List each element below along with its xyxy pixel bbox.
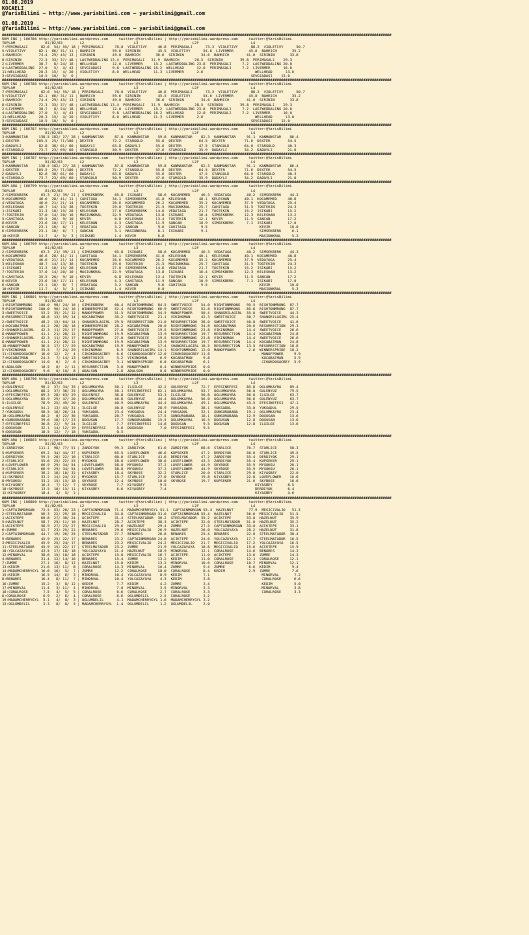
horse-row: 1:DEXTER 105.5 25/ 71/100 | DEXTER 72.2 STARGOLD 55.8 DEXTER 64.5 DEXTER 71.6 DEXTER 54.5 [2,139,297,144]
race-sections [2,33,527,606]
horse-row: 4:KOCABATMAN 44.2 28/ 28/ 16 | WINNERSPRIDE 28.2 KOCABATMAN 20.0 RIGHTONMRONG 34.8 KOCABATMAN 20.6 RESURRECTION 29.3 [2,323,299,328]
horse-row: 7:EFESINEFESI 36.8 22/ 9/ 24 | ILGILGE 7.7 EFESINEFESI 14.8 DOGUSAN 9.5 DOGUSAN 12.8 ILGILGE 13.6 [2,421,299,426]
horse-row: 6:ZUMRE 52.7 23/ 25/ 22 | BENARES 29.6 MEGICIVALIO 26.9 HAZELNUT 26.0 YOLCAZAYAYA 28.2 HAZELNUT 31.8 [2,528,299,533]
horse-row: 6:SIMSEKBERK 23.1 10/ 6/ 7 | SANCAN 3.1 MASIUNKRAL 8.1 ISIKABI 9.1 SIMSEKBERK 6.1 [2,229,299,234]
race-section [2,33,527,78]
horse-row: 3:KELESHAN 40.7 14/ 13/ 38 | TOGTEKIN 29.0 TOGTEKIN 21.5 MASIUNKRAL 25.7 CAHITAGA 31.5 TOGTEKIN 24.3 [2,204,297,209]
horse-row: 2:EFESINEFESI 89.3 28/ 63/ 29 | GULENYUZ 36.8 GULENYUZ 53.3 ILGILGE 50.8 OGLUMKAYRA 56.0 ILGILGE 63.7 [2,393,299,398]
horse-row: 10:KEVIR 11.7 4/ 5/ 3 | ISIKABI 1.4 KEVIR 6.0 MASIUNKRAL 5.3 [2,233,299,238]
horse-row: 17:MINORVAL 11.4 3/ 11/ 4 | MINORVAL 7.0 MINORVAL 3.5 MINORVAL 3.3 MINORVAL 3.8 [2,585,301,590]
horse-row: 11:SKYBOSE 33.2 14/ 24/ 22 | MYGOKSU 15.7 STARLICE 27.0 SKYBOSE 19.8 KIYASBEY 22.8 LOVEFLOWER 16.6 [2,475,299,480]
section-title: KUM ING | 166787 http://yarisbilimi.wordpress.com twitter:@YarisBilimi | http://yarisbilimi.wordpress.com twitter:@YarisBilimi [2,155,292,160]
horse-row: 3:KANMANSTAR 138.5 182/ 27/ 28 | KANMANSTAR 87.8 KANMANSTAR 59.8 KANMANSTAR 82.3 KANMANSTAR 91.1 KANMANSTAR 86.4 [2,163,299,168]
horse-row: 8:MYGOKSU 33.2 15/ 15/ 18 | SKYBOSE 12.4 SKYBOSE 10.0 SKYBOSE 19.7 KUPSEKER 21.6 SKYBOSE 16.6 [2,479,299,484]
horse-row: 5:VIOLETIVY 82.1 66/ 31/ 11 | BAHRICH 59.6 SIRININ 45.5 VIOLETIVY 54.6 LIVERMER 45.0 BAHRICH 35.2 [2,49,301,54]
section-divider: #################################################################################################################################################################################### [2,290,392,295]
section-column-header: TOPLAM 81/82/83 L2 L3 L2F L4 [2,131,256,136]
horse-row: 3:ACIKTEPE 58.9 27/ 23/ 27 | MEGICIVALIO 29.6 HAZELNUT 29.4 ZUMRE 27.5 CAPTAINMORGAN 33.0 ACIKTEPE 33.1 [2,524,299,529]
race-section [2,152,527,181]
section-title: KUM ING | 166786 http://yarisbilimi.wordpress.com twitter:@YarisBilimi | http://yarisbilimi.wordpress.com twitter:@YarisBilimi [2,37,292,42]
horse-row: 6:SANCAN 23.1 10/ 8/ 7 | VEDATAGA 3.2 SANCAN 9.6 CAHITAGA 9.5 KEVIR 10.0 [2,282,299,287]
horse-row: 7:PERIMASALI 82.6 54/ 55/ 18 | PERIMASALI 78.0 VIOLETIVY 46.8 PERIMASALI 73.3 VIOLETIVY 88.3 VIOLETIVY 50.7 [2,90,305,95]
section-column-header: TOPLAM 81/82/83 L2 L3 L2F L4 [2,245,256,250]
horse-row: 8:CORALROSE 6.9 2/ 6/ 4 | CORALROSE 6.6 OGLUMDELIL 2.5 CORALROSE 3.2 [2,593,210,598]
header-date-repeat: 01.08.2019 [2,20,34,27]
horse-row: 3:SEVGIADASI 10.5 10/ 5/ 0 | SEVGIADASI 13.0 [2,73,290,78]
section-column-header: TOPLAM 81/82/83 L2 L3 L2F L4 [2,86,256,91]
horse-row: 7:KOCABATMAN 24.3 7/ 14/ 13 | SWEETVOICE 5.2 VIKINGMAN 6.9 KOCABATMAN 9.8 KOCABATMAN 5.9 [2,356,301,361]
header-date: 01.08.2019 [2,0,34,6]
horse-row: 6:STARGOLD 73.7 23/ 69/ 60 | STARGOLD 50.9 DEXTER 47.6 STARGOLD 35.9 DADAYLI 34.2 DADAYLI 21.0 [2,147,297,152]
section-title: KUM ARA | 166799 http://yarisbilimi.wordpress.com twitter:@YarisBilimi | http://yarisbilimi.wordpress.com twitter:@YarisBilimi [2,241,292,246]
section-title: KUM ING | 166801 http://yarisbilimi.wordpress.com twitter:@YarisBilimi | http://yarisbilimi.wordpress.com twitter:@YarisBilimi [2,294,292,299]
section-column-header: TOPLAM 81/82/83 L2 L3 L2F L4 [2,41,256,46]
horse-row: 11:WELLHEAD 20.3 15/ 4/ 20 | VIOLETIVY 8.0 WELLHEAD 11.3 LIVERMER 2.6 WELLHEAD 13.0 [2,114,295,119]
section-divider: #################################################################################################################################################################################### [2,123,392,128]
horse-row: 4:BENARES 31.4 12/ 14/ 16 | BENARES 15.4 ZUMRE 13.2 KEDIM 11.0 CORALROSE 12.1 CORALROSE 12.1 [2,556,299,561]
horse-row: 3:KANMANSTAR 138.5 182/ 27/ 28 | KANMANSTAR 87.8 KANMANSTAR 59.8 KANMANSTAR 82.3 KANMANSTAR 91.1 KANMANSTAR 86.4 [2,135,299,140]
horse-row: 3:SWEETVOICE 53.2 35/ 21/ 12 | MANOFPOWER 51.5 RIGHTONMRONG 54.5 MANOFPOWER 50.4 SHANGRILAGIRL 55.0 SWEETVOICE 44.3 [2,311,299,316]
section-title: KUM ING | 166787 http://yarisbilimi.wordpress.com twitter:@YarisBilimi | http://yarisbilimi.wordpress.com twitter:@YarisBilimi [2,127,292,132]
horse-row: 5:ILGILGE 78.9 25/ 49/ 20 | GULENYUZ 40.9 OGLUMKAYRA 44.4 OGLUMKAYRA 49.1 OGLUMKAYRA 43.5 EFESINEFESI 47.1 [2,401,299,406]
horse-row: 12:CIKOKDOGACBEY 14.0 6/ 2/ 6 | CIKOKDOGACBEY 3.1 WINNERSPRIDE 6.0 KOCABATMAN 6.1 CIKOKDOGACBEY 5.9 [2,360,301,365]
horse-row: 16:ZUMRE 15.2 3/ 8/ 12 | KEDIM 7.7 KEDIM 4.2 ZUMRE 3.4 KEDIM 5.0 [2,581,301,586]
section-column-header: TOPLAM 81/82/83 L2 L3 L2F L4 [2,299,256,304]
header-credit-repeat: @YarisBilimi — http://www.yarisbilimi.com — yarisbilimi@gmail.com [2,26,206,33]
horse-row: 8:MANOFPOWER 41.1 21/ 28/ 12 | RIGHTONMRONG 19.9 KOCABATMAN 13.9 RESURRECTION 19.7 RESURRECTION 14.4 KOCABATMAN 24.8 [2,340,299,344]
section-title: KUM ARA | 166799 http://yarisbilimi.wordpress.com twitter:@YarisBilimi | http://yarisbilimi.wordpress.com twitter:@YarisBilimi [2,184,292,189]
horse-row: 6:GUNGURABABA 39.6 18/ 17/ 23 | DOGUSAN 17.7 GUNGURABABA 15.5 OGLUMKAYRA 16.5 DOGUSAN 12.8 DOGUSAN 13.6 [2,417,299,422]
horse-row: 7:TOGTEKIN 37.0 14/ 20/ 10 | MASIUNKRAL 22.9 VEDATAGA 13.8 ISIKABI 16.4 SIMSEKBERK 12.3 KELESHAN 13.2 [2,213,297,218]
section-column-header: TOPLAM 81/82/83 L2 L3 L2F L4 [2,188,256,193]
section-title: KUM ARA | 166796 http://yarisbilimi.wordpress.com twitter:@YarisBilimi | http://yarisbilimi.wordpress.com twitter:@YarisBilimi [2,376,292,381]
horse-row: 7:ZUMRE 27.1 16/ 8/ 12 | HAZELNUT 15.0 KEDIM 13.2 MINORVAL 10.6 CORALROSE 10.7 MINORVAL 12.1 [2,561,299,566]
horse-row: 2:SHANGRILAGIRL 42.3 11/ 25/ 17 | MANOFPOWER 27.0 SWEETVOICE 19.5 RIGHTONMRONG 23.8 VIKINGMAN 14.4 SWEETVOICE 26.6 [2,335,299,340]
horse-row: 3:MEGICIVALIO 45.9 25/ 24/ 17 | BENARES 23.2 MEGICIVALIO 24.2 MEGICIVALIO 21.7 MEGICIVALIO 17.2 YOLCAZAYAYA 16.5 [2,540,299,545]
horse-row: 4:GULENYUZ 54.2 13/ 43/ 31 | ILGILGE 40.0 GULENYUZ 28.9 YUKSADUL 38.1 YUKSADUL 33.0 YUKSADUL 29.5 [2,405,299,410]
horse-row: 2:SIMSEKBERK 63.3 21/ 39/ 21 | SIMSEKBERK 65.8 ISIKABI 58.6 KOCAMEMED 46.3 VEDATAGA 40.2 SIMSEKBERK 44.3 [2,249,299,254]
horse-row: 2:DADAYLI 82.8 38/ 61/ 60 | DADAYLI 63.8 DADAYLI 55.6 DEXTER 47.5 STARGOLD 64.0 STARGOLD 40.3 [2,172,297,177]
horse-row: 5:VIOLETIVY 82.1 66/ 31/ 11 | BAHRICH 59.6 SIRININ 45.5 VIOLETIVY 54.6 LIVERMER 45.0 BAHRICH 35.2 [2,94,301,99]
horse-row: 5:VIKINGMAN 35.5 7/ 24/ 29 | VIKINGMAN 6.9 SHANGRILAGIRL 14.1 RIGHTONMRONG 12.0 MANOFPOWER 2.6 WINNERSPRIDE 18.2 [2,348,299,353]
horse-row: 8:KEVIR 23.6 10/ 17/ 11 | KELESHAN 4.3 CAHITAGA 11.9 SANCAN 10.9 SIMSEKBERK 7.1 ISIKABI 17.0 [2,278,297,283]
horse-row: 9:RIGHTONMRONG 100.0 90/ 24/ 16 | WINNERSPRIDE 52.4 RIGHTONMRONG 66.9 SWEETVOICE 52.8 RIGHTONMRONG 85.8 RIGHTONMRONG 87.7 [2,307,299,312]
horse-row: 6:SANCAN 23.1 10/ 8/ 7 | VEDATAGA 3.2 SANCAN 9.6 CAHITAGA 9.5 KEVIR 10.0 [2,225,299,230]
horse-row: 12:KIYASBEY 10.4 4/ 5/ 2 | KIYASBEY 4.6 [2,491,295,496]
section-divider: #################################################################################################################################################################################### [2,434,392,439]
horse-row: 1:BAHRICH 74.4 29/ 45/ 13 | SIRININ 49.0 BAHRICH 36.6 SIRININ 34.6 BAHRICH 41.0 SIRININ 33.8 [2,53,299,58]
horse-row: 9:BENARES 45.9 25/ 22/ 17 | BENARES 23.2 CAPTAINMORGAN 24.8 ACIKTEPE 24.6 YOLCAZAYAYA 17.7 STEELMATADOR 16.5 [2,536,299,541]
header-credit: @YarisBilimi — http://www.yarisbilimi.com — yarisbilimi@gmail.com [2,11,206,18]
horse-row: 2:LIVERMER 30.7 8/ 24/ 18 | WELLHEAD 12.0 LIVERMER 15.2 LASTWEDDALING 23.8 PERIMASALI 7.2 LASTWEDDALING 20.0 [2,61,292,66]
horse-row: 11:WELLHEAD 20.3 15/ 4/ 20 | VIOLETIVY 8.0 WELLHEAD 11.3 LIVERMER 2.6 WELLHEAD 13.0 [2,69,295,74]
section-title: KUM ING | 166800 http://yarisbilimi.wordpress.com twitter:@YarisBilimi | http://yarisbilimi.wordpress.com twitter:@YarisBilimi [2,499,292,504]
horse-row: 9:KOCAMEMED 46.6 28/ 41/ 11 | CAHITAGA 34.1 SIMSEKBERK 41.0 KELESHAN 40.1 KELESHAN 40.1 KOCAMEMED 40.8 [2,254,297,259]
horse-row: 3:OGLUMKAYRA 85.9 29/ 47/ 20 | OGLUMKAYRA 46.0 GULENYUZ 44.4 OGLUMKAYRA 56.0 OGLUMKAYRA 56.6 GULENYUZ 63.7 [2,397,299,402]
horse-row: 1:DEXTER 105.5 25/ 71/100 | DEXTER 72.2 STARGOLD 55.8 DEXTER 64.5 DEXTER 71.6 DEXTER 54.5 [2,168,297,173]
horse-row: 2:DADAYLI 82.8 38/ 61/ 60 | DADAYLI 63.8 DADAYLI 55.6 DEXTER 47.5 STARGOLD 64.0 STARGOLD 40.3 [2,143,297,148]
horse-row: 1:ISIKABI 31.3 10/ 15/ 28 | KELESHAN 27.0 SIMSEKBERK 14.6 VEDATAGA 21.7 TOGTEKIN 15.2 ISIKABI 15.2 [2,209,297,213]
horse-row: 1:CAPTAINMORGAN 73.5 53/ 20/ 23 | CAPTAINMORGAN 71.4 MADAMCHERRYGYL 51.1 CAPTAINMORGAN 55.4 HAZELNUT 77.9 MEGICIVALIO 51.5 [2,507,301,512]
horse-row: 9:KOCAMEMED 46.6 28/ 41/ 11 | CAHITAGA 34.1 SIMSEKBERK 41.0 KELESHAN 40.1 KELESHAN 40.1 KOCAMEMED 40.8 [2,196,297,201]
horse-row: 11:CIKOKDOGACBEY 16.0 12/ 2/ 4 | CIKOKDOGACBEY 6.6 CIKOKDOGACBEY 12.0 CIKOKDOGACBEY 11.8 MANOFPOWER 9.9 [2,352,301,357]
horse-row: 18:CORALROSE 7.5 4/ 5/ 5 | CORALROSE 6.6 CORALROSE 2.7 CORALROSE 3.3 CORALROSE 3.3 [2,589,301,594]
horse-row: 10:OGLUMKAYRA 40.2 0/ 22/ 36 | YUKSADUL 20.7 YUKSADUL 17.5 GUNGURABABA 18.1 GUNGURABABA 12.9 DOGUSAN 13.6 [2,413,299,418]
horse-row: 2:SWEETVOICE 48.2 15/ 64/ 14 | SHANGRILAGIRL 29.5 RESURRECTION 21.0 RESURRECTION 38.0 SWEETVOICE 40.0 SWEETVOICE 41.6 [2,319,299,324]
horse-row: 4:KUPSEKER 38.2 18/ 10/ 32 | KIYASBEY 18.4 SKYBOSE 32.2 STARLICE 20.0 STARLICE 29.0 KIYASBEY 22.0 [2,471,299,475]
horse-row: 8:SIRININ 72.3 33/ 37/ 48 | LASTWEDDALING 13.4 PERIMASALI 31.9 BAHRICH 28.5 SIRININ 39.8 PERIMASALI 29.3 [2,102,292,107]
horse-row: 10:SKYBOSE 13.5 10/ 15/ 11 | KIYASBEY 6.6 KIYASBEY 7.4 DERDIYOK 6.4 [2,487,295,492]
horse-row: 7:TOGTEKIN 37.0 14/ 20/ 10 | MASIUNKRAL 22.9 VEDATAGA 13.8 ISIKABI 16.4 SIMSEKBERK 12.3 KELESHAN 13.2 [2,270,297,275]
race-section [2,434,527,495]
horse-row: 10:KEVIR 11.7 4/ 5/ 3 | ISIKABI 1.4 KEVIR 6.0 MASIUNKRAL 5.3 [2,286,299,291]
section-divider: #################################################################################################################################################################################### [2,372,392,377]
horse-row: 6:STARGOLD 73.7 23/ 69/ 60 | STARGOLD 50.9 DEXTER 47.6 STARGOLD 35.9 DADAYLI 34.2 DADAYLI 21.0 [2,176,297,181]
horse-row: 6:LOVEFLOWER 66.9 29/ 34/ 54 | LOVEFLOWER 58.0 MYGOKSU 37.2 LOVEFLOWER 44.9 SKYBOSE 55.9 MYGOKSU 26.1 [2,462,299,467]
horse-row: 1:BAHRICH 74.4 29/ 45/ 13 | SIRININ 49.0 BAHRICH 36.6 SIRININ 34.6 BAHRICH 41.0 SIRININ 33.8 [2,98,299,103]
horse-row: 6:RESURRECTION 48.8 13/ 59/ 14 | KOCABATMAN 35.2 SWEETVOICE 21.1 VIKINGMAN 42.3 SWEETVOICE 50.7 SHANGRILAGIRL 25.4 [2,315,299,320]
header-city: KOCAELI [2,5,24,12]
horse-row: 15:KEDIM 16.5 14/ 6/ 3 | MINORVAL 10.4 YOLCAZAYAYA 8.9 KEDIM 7.1 MINORVAL 7.2 [2,573,301,578]
horse-row: 7:PERIMASALI 82.6 54/ 55/ 18 | PERIMASALI 78.0 VIOLETIVY 46.8 PERIMASALI 73.3 VIOLETIVY 88.3 VIOLETIVY 50.7 [2,45,305,50]
horse-row: 8:MANOFPOWER 41.1 21/ 28/ 12 | RIGHTONMRONG 19.9 KOCABATMAN 13.9 RESURRECTION 19.7 RESURRECTION 14.4 KOCABATMAN 24.8 [2,331,299,336]
horse-row: 19:MADAMCHERRYGYL 5.1 4/ 0/ 3 | OGLUMDELIL 4.1 MADAMCHERRYGYL 1.6 MADAMCHERRYGYL 3.2 [2,597,210,602]
horse-row: 10:YOLCAZAYAYA 43.5 17/ 18/ 18 | YOLCAZAYAYA 21.4 HAZELNUT 18.9 MINORVAL 12.1 CORALROSE 14.6 BENARES 14.3 [2,548,299,553]
horse-row: 5:HAZELNUT 58.7 25/ 11/ 16 | HAZELNUT 28.7 ACIKTEPE 30.3 ACIKTEPE 32.0 STEELMATADOR 51.0 HAZELNUT 35.2 [2,520,299,525]
race-section [2,180,527,237]
race-section [2,496,527,607]
section-divider: #################################################################################################################################################################################### [2,151,392,156]
section-divider: #################################################################################################################################################################################### [2,180,392,185]
horse-row: 2:SIMSEKBERK 63.3 21/ 39/ 21 | SIMSEKBERK 65.8 ISIKABI 58.6 KOCAMEMED 46.3 VEDATAGA 40.2 SIMSEKBERK 44.3 [2,192,299,197]
section-column-header: TOPLAM 81/82/83 L2 L3 L2F L4 [2,442,256,447]
horse-row: 1:OGLUMKAYRA 88.2 37/ 36/ 25 | OGLUMKAYRA 50.1 EFESINEFESI 62.1 OGLUMKAYRA 55.7 OGLUMKAYRA 56.0 GULENYUZ 79.5 [2,389,299,394]
horse-row: 13:KEDIM 21.6 13/ 11/ 8 | CORALROSE 14.3 MINORVAL 10.4 ZUMRE 9.4 ZUMRE 6.6 KEDIM 9.4 [2,565,299,570]
horse-row: 5:CAHITAGA 35.5 20/ 9/ 10 | KEVIR 6.8 KELESHAN 13.4 TOGTEKIN 12.1 KEVIR 11.5 SANCAN 17.2 [2,217,297,222]
horse-row: 4:LASTWEDDALING 27.0 5/ 4/ 43 | SEVGIADASI 9.8 LASTWEDDALING 16.2 WELLHEAD 12.0 PERIMASALI 7.2 LIVERMER 16.0 [2,110,292,115]
section-title: KUM ING | 166786 http://yarisbilimi.wordpress.com twitter:@YarisBilimi | http://yarisbilimi.wordpress.com twitter:@YarisBilimi [2,82,292,87]
section-column-header: TOPLAM 81/82/83 L2 L3 L2F L4 [2,380,256,385]
horse-row: 3:STARLICE 66.9 29/ 34/ 54 | LOVEFLOWER 58.0 MYGOKSU 37.2 LOVEFLOWER 44.9 SKYBOSE 55.9 MYGOKSU 26.1 [2,466,299,471]
horse-row: 8:KEVIR 23.6 10/ 17/ 11 | KELESHAN 4.3 CAHITAGA 11.9 SANCAN 10.9 SIMSEKBERK 7.1 ISIKABI 17.0 [2,221,297,226]
section-column-header: TOPLAM 81/82/83 L2 L3 L2F L4 [2,159,256,164]
section-column-header: TOPLAM 81/82/83 L2 L3 L2F L4 [2,503,256,508]
horse-row: 10:MANOFPOWER 36.5 17/ 17/ 29 | KOCABATMAN 19.9 MANOFPOWER 17.4 SHANGRILAGIRL 18.5 RESURRECTION 13.5 RESURRECTION 18.8 [2,344,299,349]
horse-row: 12:MINORVAL 38.6 15/ 10/ 18 | ACIKTEPE 15.0 MEGICIVALIO 16.7 ACIKTEPE 11.0 ACIKTEPE 13.6 ZUMRE 14.3 [2,552,299,557]
horse-row: 9:DOGUSAN 18.5 12/ 7/ 18 | YUKSADUL 0.5 [2,430,124,435]
horse-row: 13:OGLUMDELIL 3.3 0/ 0/ 5 | MADAMCHERRYGYL 1.4 OGLUMDELIL 1.2 OGLUMDELIL 3.0 [2,602,210,606]
horse-row: 1:DERDIYOK 59.5 20/ 22/ 16 | STARLICE 60.0 STARLICE 41.6 DERDIYOK 47.2 ZARDIYOK 55.4 DERDIYOK 29.1 [2,454,299,459]
horse-row: 2:STARLICE 55.6 25/ 22/ 25 | MYGOKSU 58.0 LOVEFLOWER 38.6 LOVEFLOWER 43.3 ZARDIYOK 55.4 KUPSEKER 29.1 [2,458,299,463]
horse-row: 8:SIRININ 72.3 33/ 37/ 48 | LASTWEDDALING 13.4 PERIMASALI 31.9 BAHRICH 28.5 SIRININ 39.8 PERIMASALI 29.3 [2,57,292,62]
horse-row: 4:LASTWEDDALING 27.0 5/ 4/ 43 | SEVGIADASI 9.8 LASTWEDDALING 16.2 WELLHEAD 12.0 PERIMASALI 7.2 LIVERMER 16.0 [2,65,292,70]
horse-row: 5:KUPSEKER 69.2 34/ 44/ 37 | KUPSEKER 65.5 LOVEFLOWER 46.6 KUPSEKER 47.2 DERDIYOK 56.0 STARLICE 49.5 [2,450,299,455]
horse-row: 2:SHANGRILAGIRL 42.3 11/ 25/ 17 | MANOFPOWER 27.0 SWEETVOICE 19.5 RIGHTONMRONG 23.8 VIKINGMAN 14.4 SWEETVOICE 26.6 [2,327,299,332]
horse-row: 1:ISIKABI 31.3 10/ 15/ 28 | KELESHAN 27.0 SIMSEKBERK 14.6 VEDATAGA 21.7 TOGTEKIN 15.2 ISIKABI 15.2 [2,266,297,271]
horse-row: 2:STEELMATADOR 56.3 22/ 29/ 18 | MEGICIVALIO 34.0 CAPTAINMORGAN 31.0 CAPTAINMORGAN 55.4 HAZELNUT 56.6 MEGICIVALIO 51.5 [2,511,299,516]
horse-row: 5:CAHITAGA 35.5 20/ 9/ 10 | KEVIR 6.8 KELESHAN 13.4 TOGTEKIN 12.1 KEVIR 11.5 SANCAN 17.2 [2,274,297,279]
horse-row: 14:MADAMCHERRYGYL 16.6 16/ 5/ 7 | ZUMRE 12.2 CORALROSE 10.0 CORALROSE 8.4 KEDIM 2.9 ZUMRE 7.6 [2,569,299,574]
horse-row: 1:RIGHTONMRONG 100.0 90/ 24/ 16 | SIMSEKBERK 60.4 RIGHTONMRONG 84.5 SWEETVOICE 54.0 RIGHTONMRONG 95.5 RIGHTONMRONG 87.7 [2,303,299,308]
horse-row: 4:VEDATAGA 46.6 21/ 21/ 14 | KOCAMEMED 26.6 KOCAMEMED 26.2 KOCAMEMED 35.2 KOCAMEMED 37.9 VEDATAGA 25.4 [2,258,297,263]
horse-row: 3:ZARDIYOK 111.1 98/ 77/ 51 | ZARDIYOK 99.3 ZARDIYOK 61.6 ZARDIYOK 68.6 STARLICE 76.7 STARLICE 50.3 [2,446,299,451]
horse-row: 3:SEVGIADASI 10.5 10/ 5/ 0 | SEVGIADASI 13.0 [2,118,290,123]
horse-row: 11:STEELMATADOR 45.9 15/ 22/ 17 | STEELMATADOR 23.2 ZUMRE 21.9 YOLCAZAYAYA 18.8 MEGICIVALIO 15.6 ACIKTEPE 15.9 [2,544,299,549]
horse-row: 9:KIYASBEY 16.3 7/ 12/ 7 | SKYBOSE 7.7 KIYASBEY 9.5 KIYASBEY 8.5 [2,483,295,488]
horse-row: 3:KELESHAN 40.7 14/ 13/ 38 | TOGTEKIN 29.0 TOGTEKIN 21.5 MASIUNKRAL 25.7 CAHITAGA 31.5 TOGTEKIN 24.3 [2,262,297,267]
race-section [2,78,527,123]
horse-row: 4:VEDATAGA 46.6 21/ 21/ 14 | KOCAMEMED 26.6 KOCAMEMED 26.2 KOCAMEMED 35.2 KOCAMEMED 37.9 VEDATAGA 25.4 [2,200,297,205]
race-section [2,123,527,152]
horse-row: 4:GULENYUZ 90.2 37/ 34/ 35 | OGLUMKAYRA 50.1 ILGILGE 42.2 GULENYUZ 72.7 EFESINEFESI 85.8 OGLUMKAYRA 89.4 [2,385,299,390]
horse-row: 6:ADALSON 10.5 0/ 2/ 11 | RESURRECTION 3.0 MANOFPOWER 0.4 WINNERSPRIDE 0.0 [2,364,210,369]
horse-row: 2:CAPTAINMORGAN 44.7 19/ 26/ 25 | STEELMATADOR 27.7 BENARES 26.8 BENARES 25.4 BENARES 22.0 STEELMATADOR 30.4 [2,532,299,537]
horse-row: 12:CIKOKDOGACBEY 9.6 0/ 10/ 8 | ADALSON 2.8 ADALSON 0.0 WINNERSPRIDE 0.0 [2,368,210,373]
section-divider: #################################################################################################################################################################################### [2,32,392,37]
horse-row: 7:YUKSADUL 58.5 18/ 26/ 24 | YUKSADUL 23.4 YUKSADUL 24.4 YUKSADUL 32.1 GUNGURABABA 19.1 OGLUMKAYRA 23.4 [2,409,299,414]
race-section [2,291,527,373]
section-divider: #################################################################################################################################################################################### [2,78,392,82]
section-divider: #################################################################################################################################################################################### [2,495,392,500]
section-divider: #################################################################################################################################################################################### [2,237,392,242]
horse-row: 1:ACIKTEPE 60.8 27/ 30/ 24 | ACIKTEPE 31.4 STEELMATADOR 30.2 STEELMATADOR 35.2 ACIKTEPE 53.0 HAZELNUT 35.9 [2,516,299,521]
section-title: KUM ARA | 166803 http://yarisbilimi.wordpress.com twitter:@YarisBilimi | http://yarisbilimi.wordpress.com twitter:@YarisBilimi [2,438,292,443]
race-section [2,373,527,434]
race-section [2,238,527,291]
horse-row: 2:DOGUSAN 32.1 14/ 12/ 19 | EFESINEFESI 5.6 DOGUSAN 7.0 EFESINEFESI 9.5 [2,425,210,430]
horse-row: 8:BENARES 16.4 8/ 11/ 7 | MINORVAL 10.4 YOLCAZAYAYA 4.3 KEDIM 3.8 CORALROSE 6.6 [2,577,301,582]
horse-row: 2:LIVERMER 30.7 8/ 24/ 18 | WELLHEAD 12.0 LIVERMER 15.2 LASTWEDDALING 23.8 PERIMASALI 7.2 LASTWEDDALING 20.0 [2,106,292,111]
